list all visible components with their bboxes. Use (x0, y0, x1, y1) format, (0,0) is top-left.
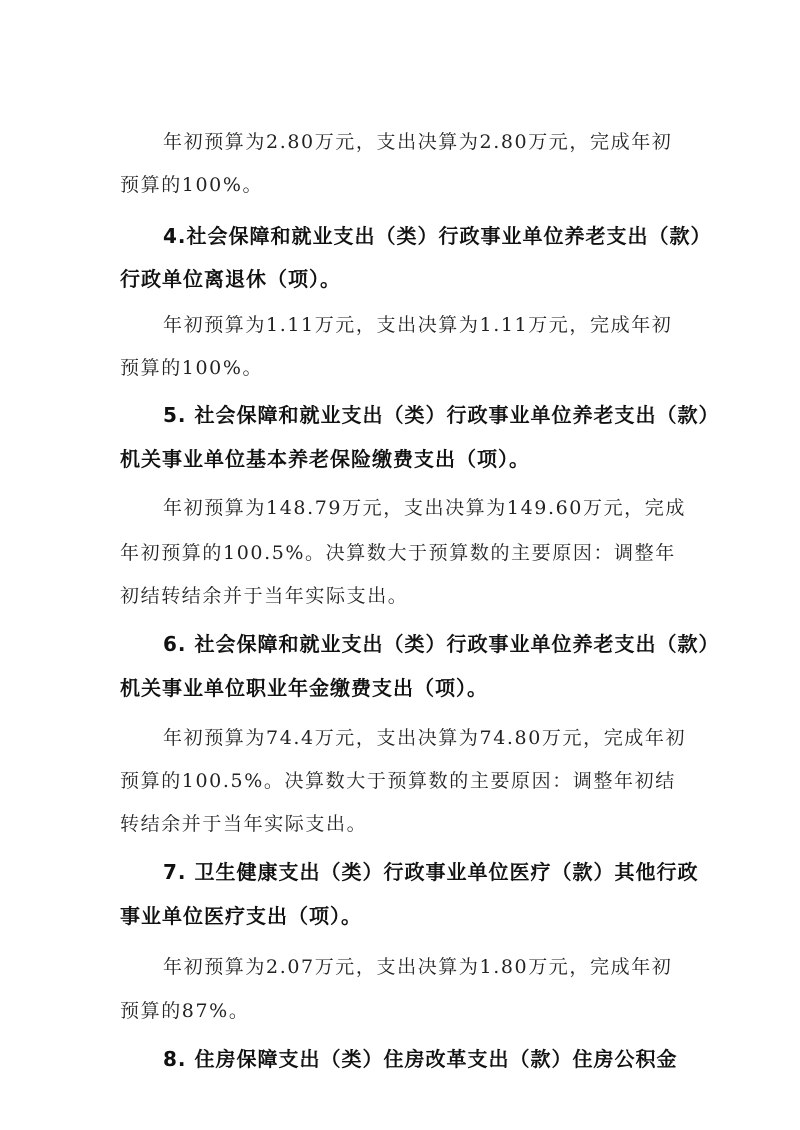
body-line: 年初预算为2.07万元，支出决算为1.80万元，完成年初 (163, 956, 673, 978)
section-heading: 6. 社会保障和就业支出（类）行政事业单位养老支出（款） (163, 632, 720, 656)
section-heading: 8. 住房保障支出（类）住房改革支出（款）住房公积金 (163, 1047, 678, 1071)
body-line: 年初预算为74.4万元，支出决算为74.80万元，完成年初 (163, 727, 687, 749)
body-line: 初结转结余并于当年实际支出。 (120, 585, 409, 607)
section-heading: 机关事业单位职业年金缴费支出（项）。 (120, 676, 488, 700)
body-line: 年初预算为2.80万元，支出决算为2.80万元，完成年初 (163, 131, 673, 153)
body-line: 年初预算为148.79万元，支出决算为149.60万元，完成 (163, 497, 686, 519)
body-line: 转结余并于当年实际支出。 (120, 813, 368, 835)
body-line: 年初预算为1.11万元，支出决算为1.11万元，完成年初 (163, 314, 673, 336)
section-heading: 行政单位离退休（项）。 (120, 267, 341, 291)
section-heading: 事业单位医疗支出（项）。 (120, 904, 362, 928)
body-line: 预算的100%。 (120, 357, 264, 379)
section-heading: 7. 卫生健康支出（类）行政事业单位医疗（款）其他行政 (163, 860, 699, 884)
body-line: 预算的100%。 (120, 174, 264, 196)
body-line: 预算的87%。 (120, 1000, 250, 1022)
section-heading: 5. 社会保障和就业支出（类）行政事业单位养老支出（款） (163, 403, 720, 427)
body-line: 年初预算的100.5%。决算数大于预算数的主要原因：调整年 (120, 542, 676, 564)
section-heading: 机关事业单位基本养老保险缴费支出（项）。 (120, 447, 530, 471)
section-heading: 4.社会保障和就业支出（类）行政事业单位养老支出（款） (163, 224, 712, 248)
body-line: 预算的100.5%。决算数大于预算数的主要原因：调整年初结 (120, 770, 676, 792)
